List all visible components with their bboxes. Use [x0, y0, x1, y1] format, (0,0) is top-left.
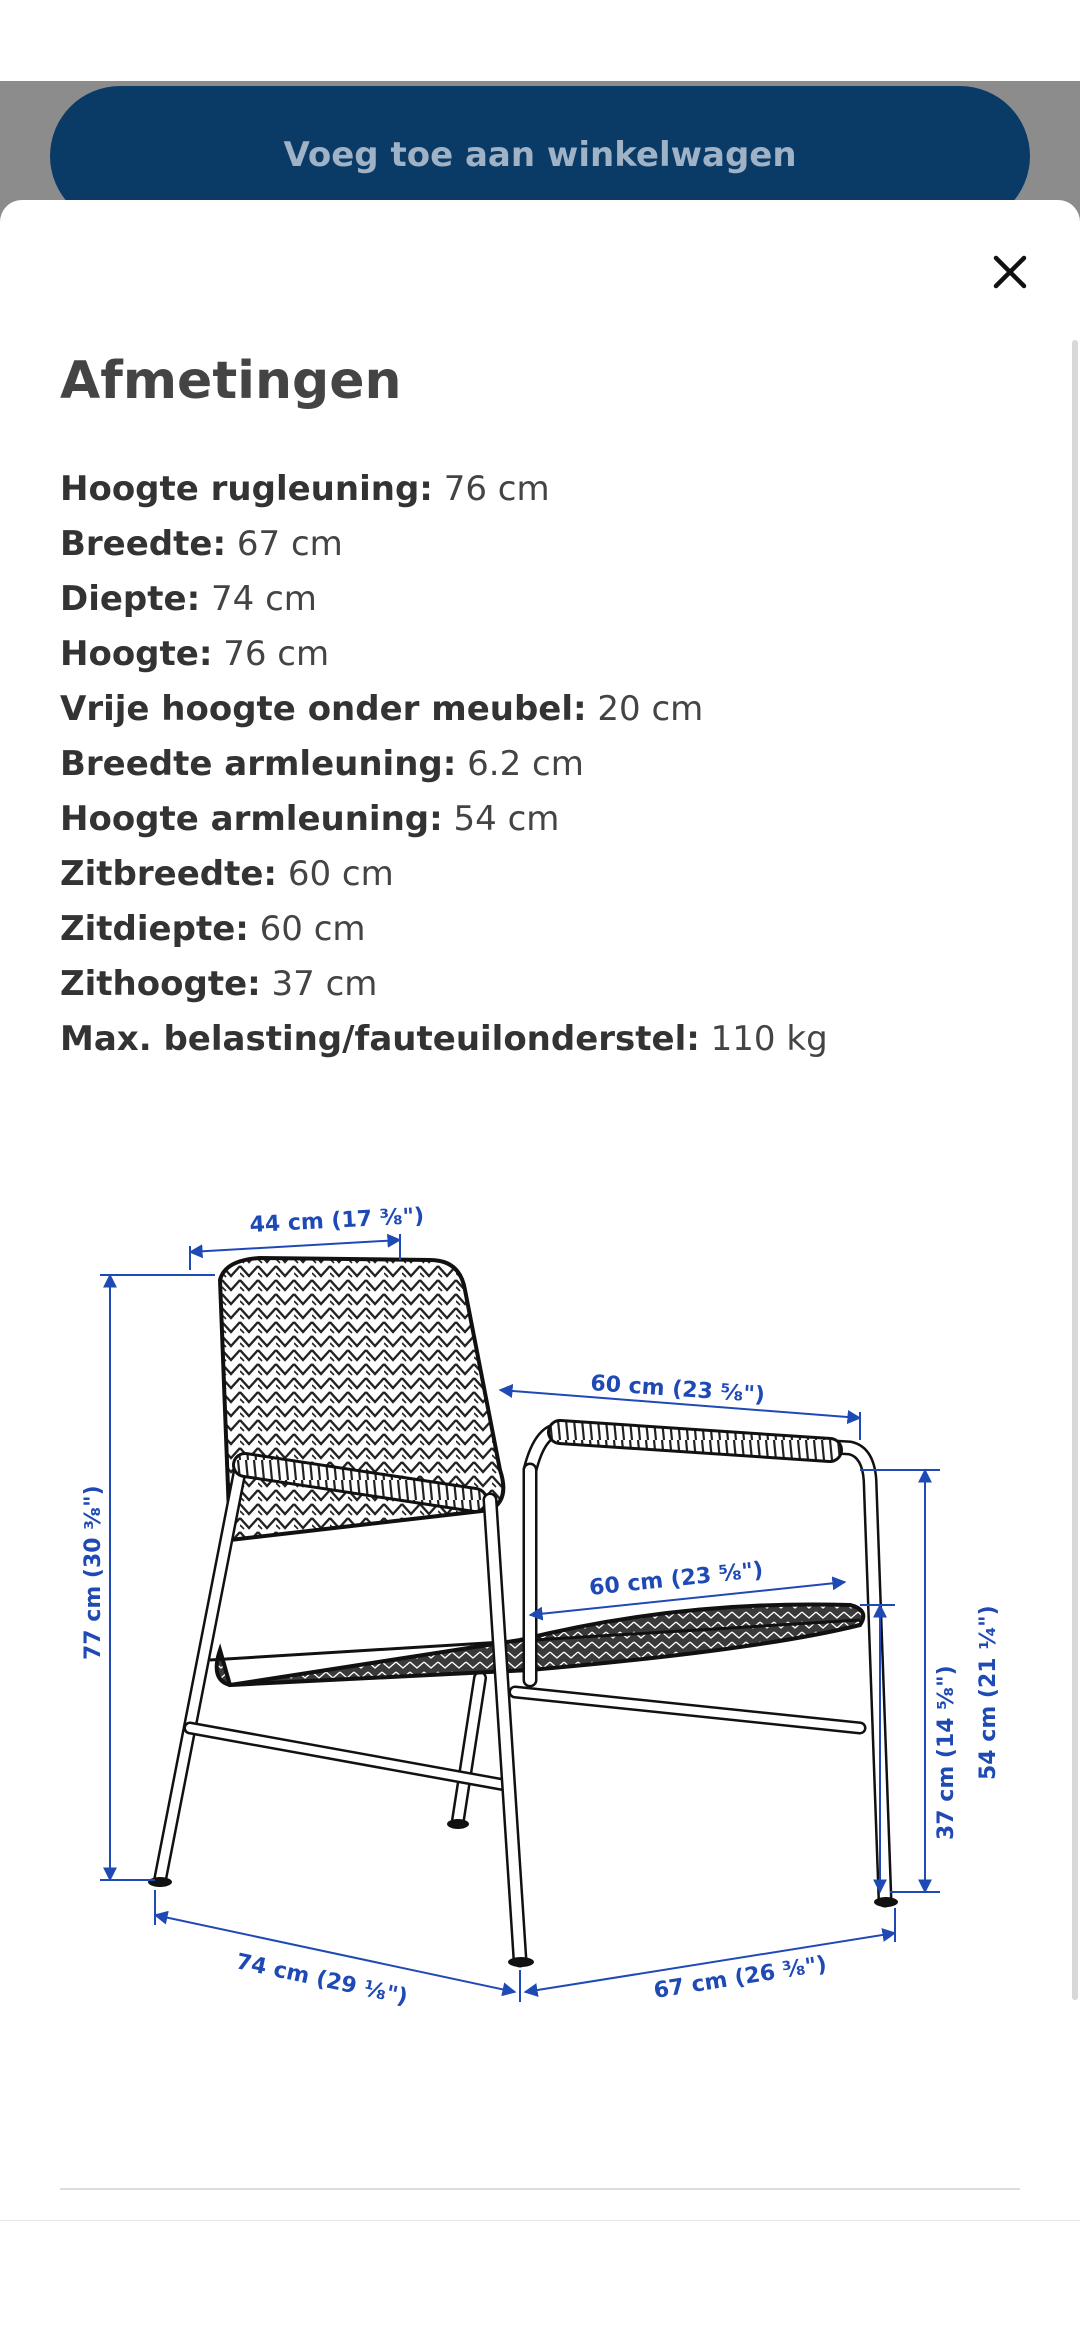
spec-value: 37 cm: [271, 964, 378, 1004]
spec-label: Zitdiepte:: [60, 909, 249, 949]
spec-row: [60, 627, 1040, 682]
dimension-label: 37 cm (14 ⁵⁄₈"): [934, 1665, 959, 1840]
dimension-label: 77 cm (30 ³⁄₈"): [81, 1485, 106, 1660]
spec-row: [60, 682, 1040, 737]
dimension-label: 60 cm (23 ⁵⁄₈"): [589, 1371, 766, 1409]
spec-row: [60, 792, 1040, 847]
spec-label: Hoogte rugleuning:: [60, 469, 433, 509]
dimension-label: 54 cm (21 ¹⁄₄"): [976, 1605, 1001, 1780]
spec-value: 67 cm: [236, 524, 343, 564]
spec-row: [60, 847, 1040, 902]
spec-label: Vrije hoogte onder meubel:: [60, 689, 587, 729]
spec-value: 110 kg: [710, 1019, 828, 1059]
spec-label: Breedte armleuning:: [60, 744, 457, 784]
section-divider: [60, 2188, 1020, 2190]
close-button[interactable]: [980, 242, 1040, 302]
spec-value: 76 cm: [443, 469, 550, 509]
spec-row: [60, 1012, 1040, 1067]
spec-value: 60 cm: [287, 854, 394, 894]
spec-value: 6.2 cm: [467, 744, 584, 784]
add-to-cart-button[interactable]: Voeg toe aan winkelwagen: [50, 86, 1030, 226]
dimension-label: 74 cm (29 ¹⁄₈"): [233, 1949, 410, 2011]
spec-row: [60, 572, 1040, 627]
spec-row: [60, 957, 1040, 1012]
dimension-label: 67 cm (26 ³⁄₈"): [652, 1951, 829, 2004]
spec-value: 60 cm: [259, 909, 366, 949]
spec-row: [60, 462, 1040, 517]
dimension-drawing: [60, 1180, 1020, 2020]
spec-value: 20 cm: [597, 689, 704, 729]
top-bar: [0, 0, 1080, 81]
scrollbar[interactable]: [1072, 340, 1078, 2000]
chair-illustration: [60, 1180, 1020, 2020]
spec-value: 54 cm: [453, 799, 560, 839]
spec-label: Zitbreedte:: [60, 854, 278, 894]
dimension-label: 60 cm (23 ⁵⁄₈"): [588, 1557, 765, 1601]
spec-label: Diepte:: [60, 579, 201, 619]
bottom-divider: [0, 2220, 1080, 2221]
spec-row: [60, 517, 1040, 572]
spec-label: Max. belasting/fauteuilonderstel:: [60, 1019, 700, 1059]
spec-value: 74 cm: [211, 579, 317, 619]
spec-list: [60, 462, 1040, 1067]
spec-row: [60, 902, 1040, 957]
spec-label: Zithoogte:: [60, 964, 261, 1004]
spec-label: Hoogte armleuning:: [60, 799, 443, 839]
spec-label: Breedte:: [60, 524, 227, 564]
spec-row: [60, 737, 1040, 792]
close-icon: [992, 254, 1028, 290]
spec-label: Hoogte:: [60, 634, 213, 674]
dimension-label: 44 cm (17 ³⁄₈"): [249, 1203, 425, 1238]
sheet-title: Afmetingen: [60, 351, 402, 411]
spec-value: 76 cm: [223, 634, 330, 674]
